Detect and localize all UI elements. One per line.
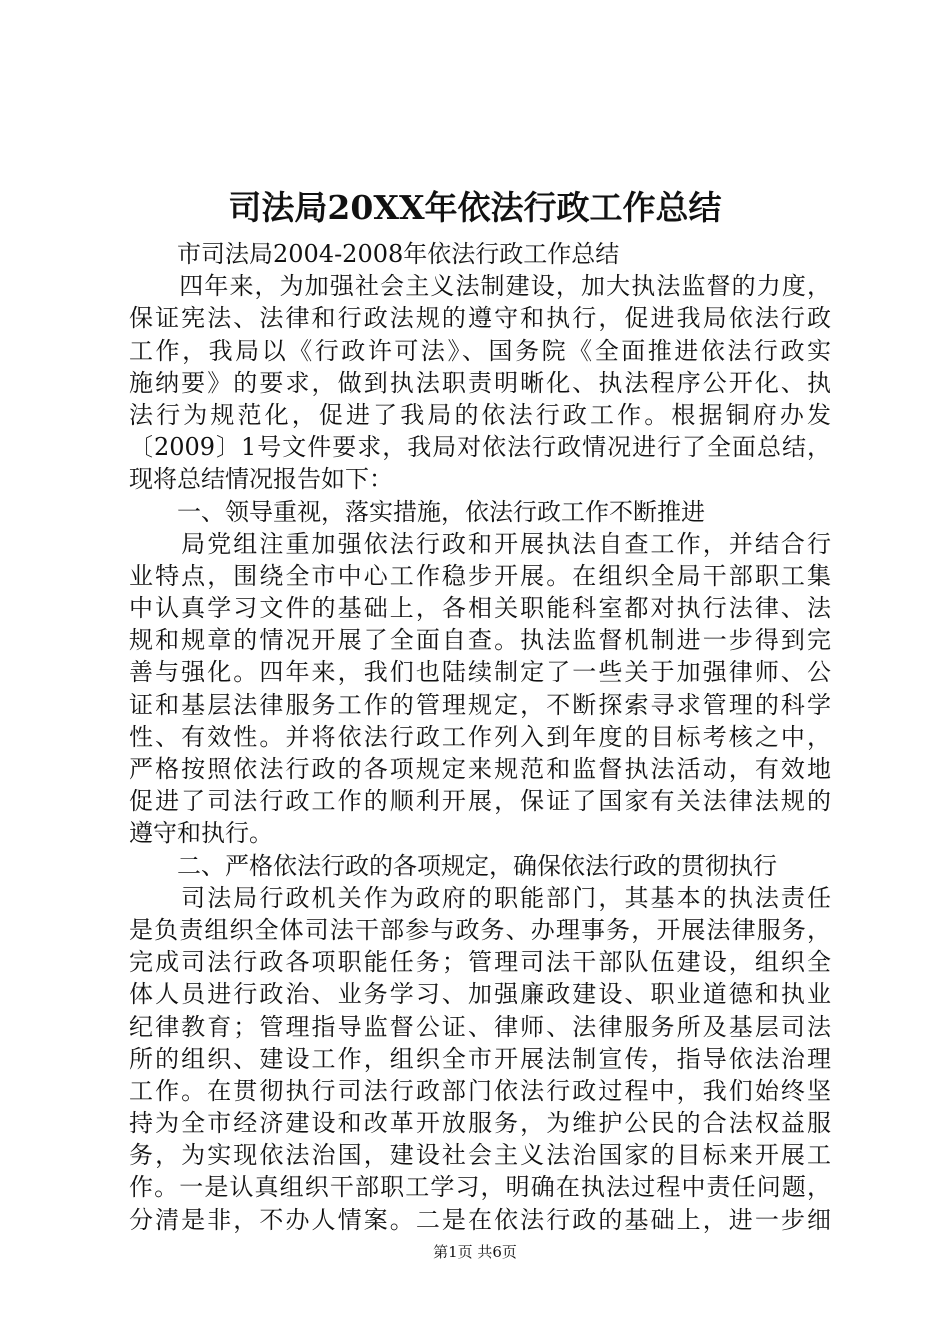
body-line: 法行为规范化，促进了我局的依法行政工作。根据铜府办发 (129, 400, 831, 429)
body-line: 〔2009〕1号文件要求，我局对依法行政情况进行了全面总结， (129, 433, 831, 462)
body-line: 务，为实现依法治国，建设社会主义法治国家的目标来开展工 (129, 1141, 831, 1170)
body-line: 所的组织、建设工作，组织全市开展法制宣传，指导依法治理 (129, 1044, 831, 1073)
body-line: 四年来，为加强社会主义法制建设，加大执法监督的力度， (129, 272, 831, 301)
body-line: 严格按照依法行政的各项规定来规范和监督执法活动，有效地 (129, 755, 831, 783)
body-line: 是负责组织全体司法干部参与政务、办理事务，开展法律服务， (129, 915, 831, 944)
body-line: 分清是非，不办人情案。二是在依法行政的基础上，进一步细 (129, 1205, 831, 1234)
body-line: 市司法局2004-2008年依法行政工作总结 (129, 240, 620, 268)
body-line: 纪律教育；管理指导监督公证、律师、法律服务所及基层司法 (129, 1012, 831, 1041)
body-line: 中认真学习文件的基础上，各相关职能科室都对执行法律、法 (129, 594, 831, 623)
body-line: 性、有效性。并将依法行政工作列入到年度的目标考核之中， (129, 722, 831, 751)
body-line: 完成司法行政各项职能任务；管理司法干部队伍建设，组织全 (129, 948, 831, 977)
document-body (129, 238, 831, 1236)
body-line: 持为全市经济建设和改革开放服务，为维护公民的合法权益服 (129, 1109, 831, 1138)
page-footer: 第1页 共6页 (433, 1243, 517, 1261)
body-line: 遵守和执行。 (129, 819, 273, 848)
body-line: 局党组注重加强依法行政和开展执法自查工作，并结合行 (129, 529, 831, 558)
body-line: 证和基层法律服务工作的管理规定，不断探索寻求管理的科学 (129, 690, 831, 719)
body-line: 善与强化。四年来，我们也陆续制定了一些关于加强律师、公 (129, 658, 831, 687)
document-title: 司法局20XX年依法行政工作总结 (228, 188, 722, 227)
body-line: 工作。在贯彻执行司法行政部门依法行政过程中，我们始终坚 (129, 1076, 831, 1105)
body-line: 施纳要》的要求，做到执法职责明晰化、执法程序公开化、执 (129, 368, 831, 397)
body-line: 保证宪法、法律和行政法规的遵守和执行，促进我局依法行政 (129, 304, 831, 333)
body-line: 促进了司法行政工作的顺利开展，保证了国家有关法律法规的 (129, 787, 831, 816)
body-line: 二、严格依法行政的各项规定，确保依法行政的贯彻执行 (129, 851, 777, 880)
body-line: 司法局行政机关作为政府的职能部门，其基本的执法责任 (129, 883, 831, 912)
body-line: 业特点，围绕全市中心工作稳步开展。在组织全局干部职工集 (129, 561, 831, 590)
body-line: 体人员进行政治、业务学习、加强廉政建设、职业道德和执业 (129, 980, 831, 1009)
body-line: 一、领导重视，落实措施，依法行政工作不断推进 (129, 497, 705, 526)
body-line: 工作，我局以《行政许可法》、国务院《全面推进依法行政实 (129, 336, 831, 365)
body-line: 作。一是认真组织干部职工学习，明确在执法过程中责任问题， (129, 1173, 831, 1202)
body-line: 现将总结情况报告如下： (129, 465, 393, 494)
body-line: 规和规章的情况开展了全面自查。执法监督机制进一步得到完 (129, 626, 831, 655)
